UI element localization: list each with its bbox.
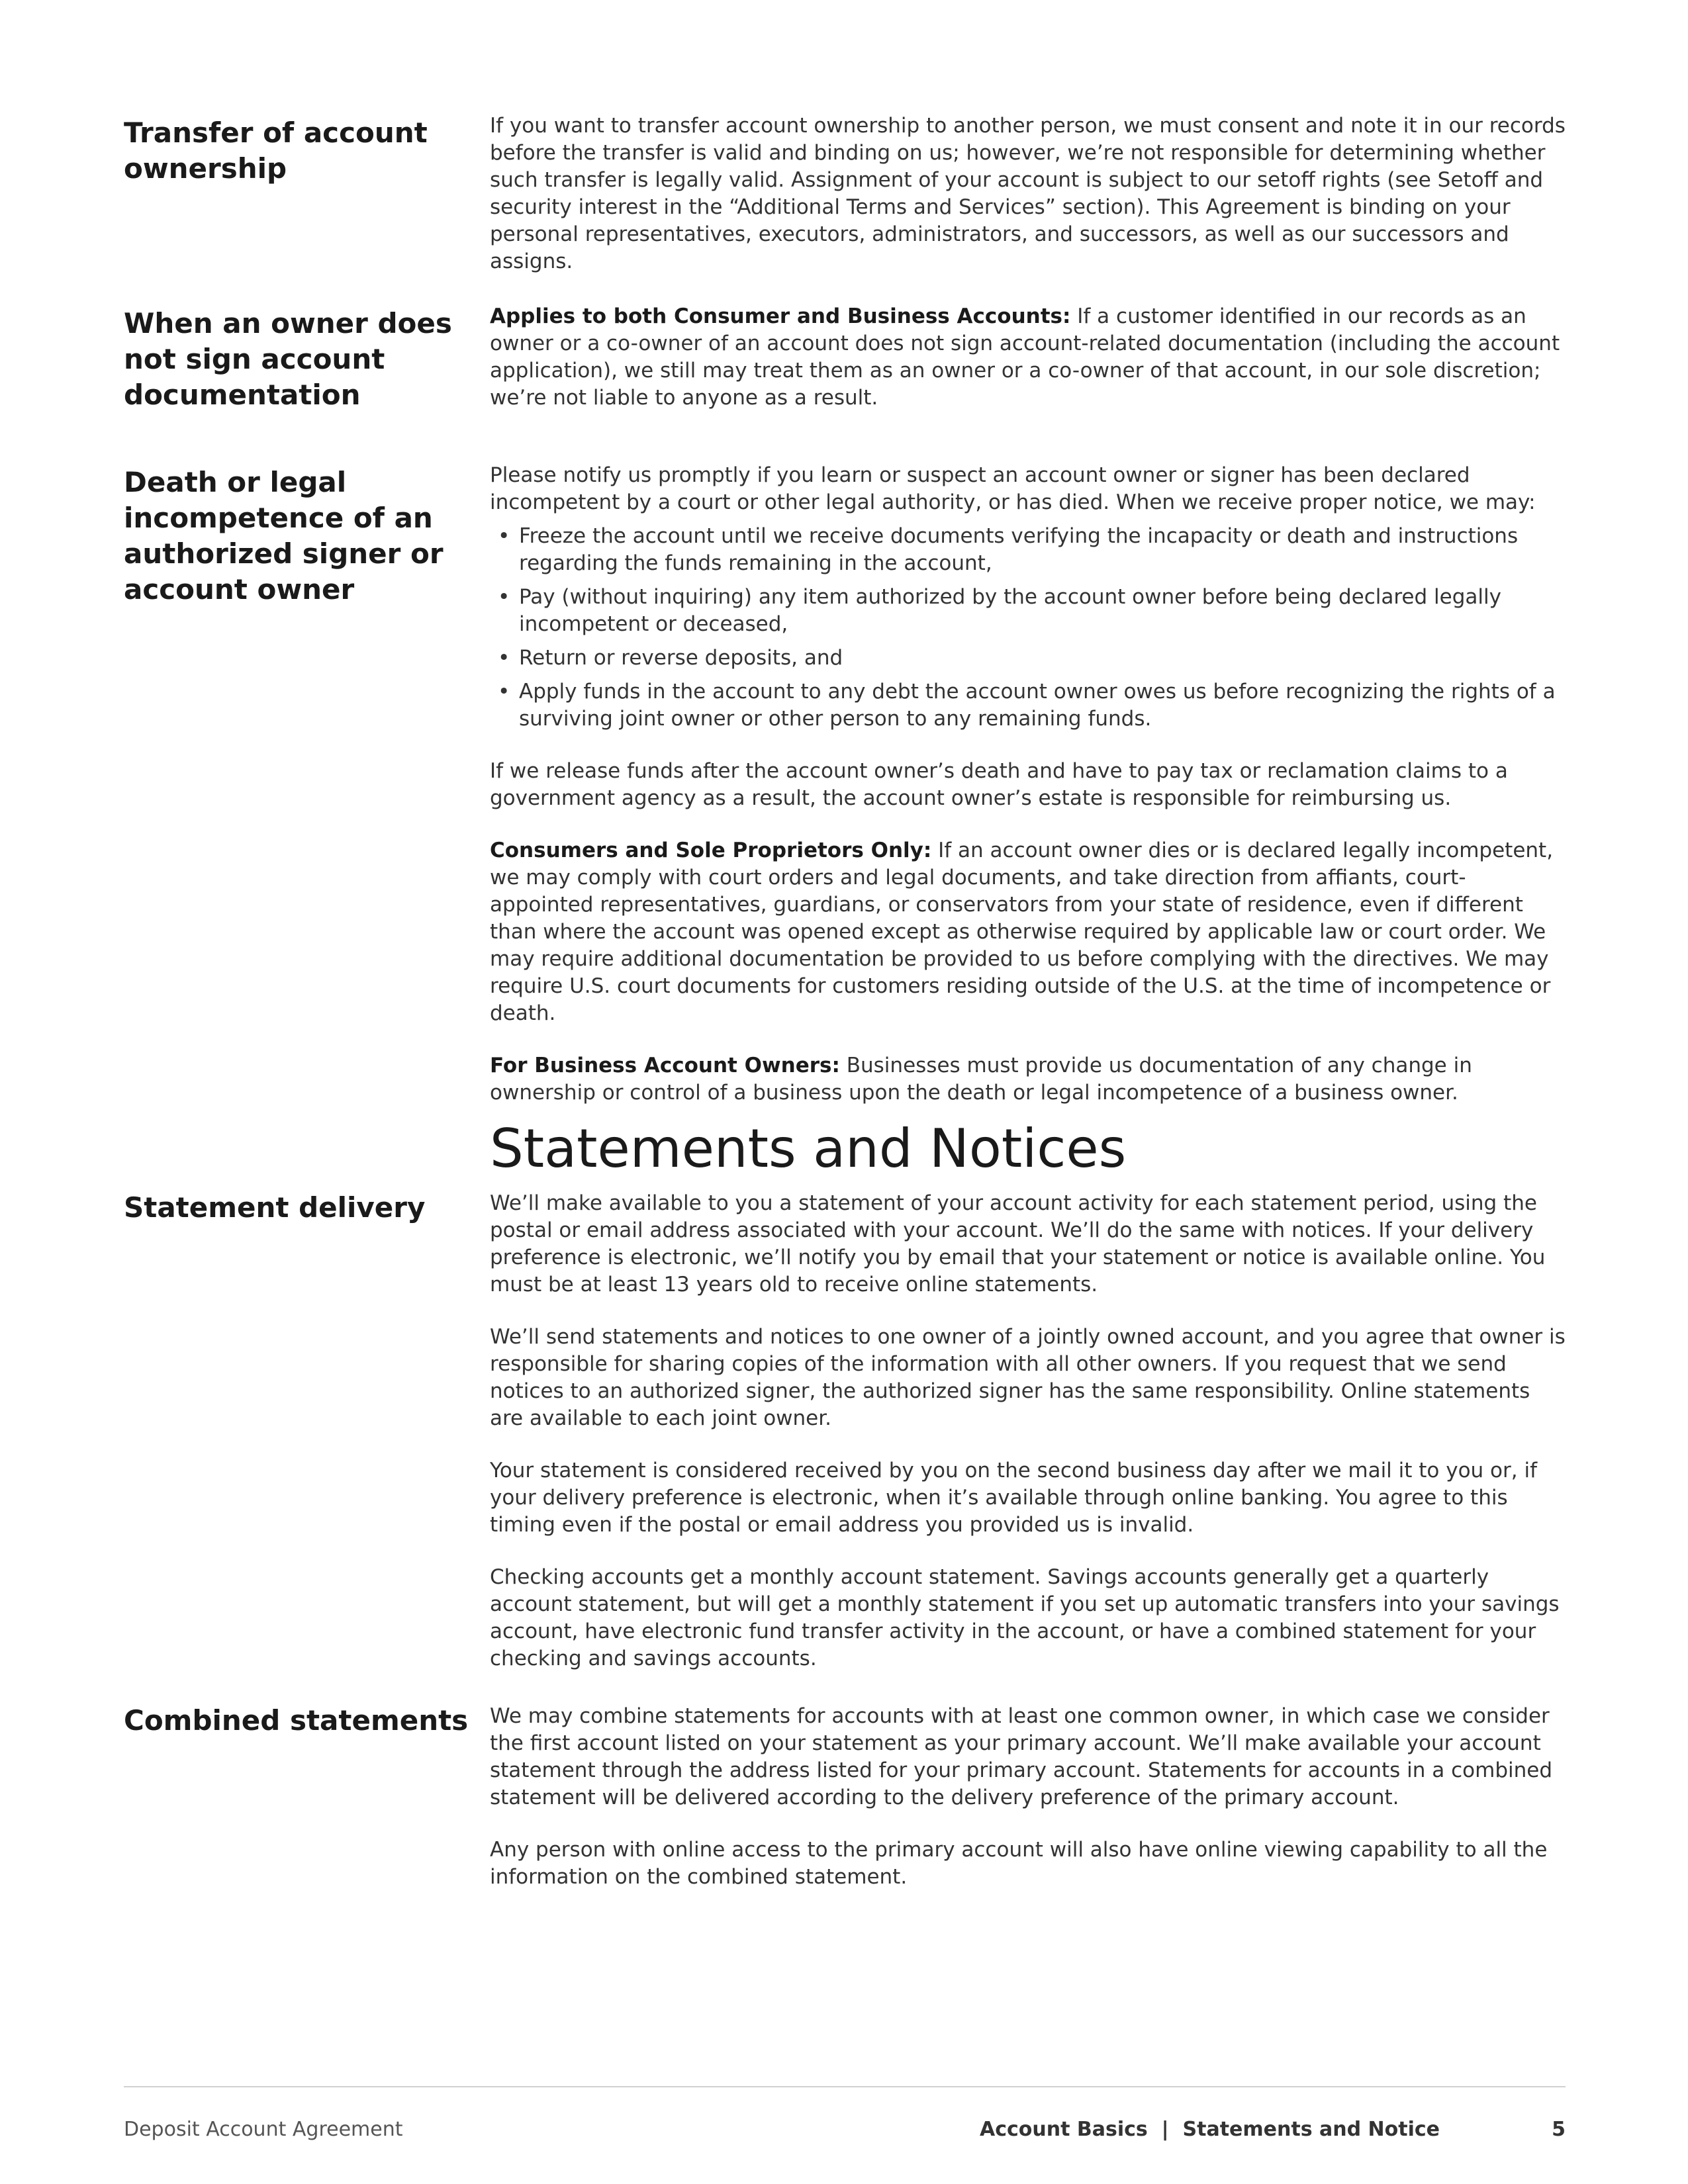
bullet-list xyxy=(490,523,1566,733)
paragraph: We’ll make available to you a statement of your account activity for each statement period, using the postal or email address associated with your account. We’ll do the same with notices. If your delivery preference is electronic, we’ll notify you by email that your statement or notice is available online. You must be at least 13 years old to receive online statements. xyxy=(490,1191,1546,1297)
list-item: • Apply funds in the account to any debt the account owner owes us before recognizing the rights of a surviving joint owner or other person to any remaining funds. xyxy=(498,680,1556,731)
section-body xyxy=(490,113,1566,303)
section-heading: Death or legal incompetence of an authorized signer or account owner xyxy=(124,466,444,606)
page-footer xyxy=(124,2086,1566,2147)
footer-section-path: Account Basics | Statements and Notice xyxy=(980,2118,1440,2141)
lead-in: Consumers and Sole Proprietors Only: xyxy=(490,839,932,862)
paragraph: If we release funds after the account owner’s death and have to pay tax or reclamation claims to a government agency as a result, the account owner’s estate is responsible for reimbursing us. xyxy=(490,759,1508,810)
section-body xyxy=(490,1703,1566,1891)
section-death-incompetence xyxy=(124,462,1566,1117)
section-transfer-ownership xyxy=(124,113,1566,303)
section-heading: When an owner does not sign account documentation xyxy=(124,307,452,411)
paragraph: Consumers and Sole Proprietors Only: If an account owner dies or is declared legally incompetent, we may comply with court orders and legal documents, and take direction from affiants, court-appointed representatives, guardians, or conservators from your state of residence, even if different than where the account was opened except as otherwise required by applicable law or court order. We may require additional documentation be provided to us before complying with the directives. We may require U.S. court documents for customers residing outside of the U.S. at the time of incompetence or death. xyxy=(490,839,1554,1025)
paragraph-text: If a customer identified in our records as an owner or a co-owner of an account does not sign account-related documentation (including the account application), we still may treat them as an owner or a co-owner of that account, in our sole discretion; we’re not liable to anyone as a result. xyxy=(490,304,1560,410)
section-body xyxy=(490,462,1566,1117)
paragraph: Please notify us promptly if you learn or suspect an account owner or signer has been declared incompetent by a court or other legal authority, or has died. When we receive proper notice, we may: xyxy=(490,463,1536,514)
paragraph: Checking accounts get a monthly account statement. Savings accounts generally get a quarterly account statement, but will get a monthly statement if you set up automatic transfers into your savings account, have electronic fund transfer activity in the account, or have a combined statement for your checking and savings accounts. xyxy=(490,1565,1560,1670)
section-heading: Combined statements xyxy=(124,1704,469,1737)
document-page xyxy=(124,113,1566,1891)
paragraph: We may combine statements for accounts with at least one common owner, in which case we consider the first account listed on your statement as your primary account. We’ll make available your account statement through the address listed for your primary account. Statements for accounts in a combined statement will be delivered according to the delivery preference of the primary account. xyxy=(490,1704,1553,1809)
footer-page-number: 5 xyxy=(1552,2118,1566,2141)
list-item: • Freeze the account until we receive documents verifying the incapacity or death and instructions regarding the funds remaining in the account, xyxy=(498,524,1519,575)
page-title: Statements and Notices xyxy=(490,1118,1127,1179)
footer-document-title: Deposit Account Agreement xyxy=(124,2118,403,2141)
paragraph: Your statement is considered received by you on the second business day after we mail it to you or, if your delivery preference is electronic, when it’s available through online banking. You agree to this timing even if the postal or email address you provided us is invalid. xyxy=(490,1459,1537,1537)
paragraph: Any person with online access to the primary account will also have online viewing capability to all the information on the combined statement. xyxy=(490,1838,1548,1889)
paragraph: For Business Account Owners: Businesses must provide us documentation of any change in ownership or control of a business upon the death or legal incompetence of a business owner. xyxy=(490,1054,1472,1105)
paragraph: If you want to transfer account ownership to another person, we must consent and note it in our records before the transfer is valid and binding on us; however, we’re not responsible for determining whether such transfer is legally valid. Assignment of your account is subject to our setoff rights (see Setoff and security interest in the “Additional Terms and Services” section). This Agreement is binding on your personal representatives, executors, administrators, and successors, as well as our successors and assigns. xyxy=(490,114,1566,273)
list-item: • Pay (without inquiring) any item authorized by the account owner before being declared legally incompetent or deceased, xyxy=(498,585,1501,636)
section-heading: Transfer of account ownership xyxy=(124,116,428,185)
section-combined-statements xyxy=(124,1703,1566,1891)
lead-in: For Business Account Owners: xyxy=(490,1054,840,1077)
list-item: • Return or reverse deposits, and xyxy=(498,646,843,670)
section-body xyxy=(490,1190,1566,1703)
paragraph: We’ll send statements and notices to one owner of a jointly owned account, and you agree that owner is responsible for sharing copies of the information with all other owners. If you request that we send notices to an authorized signer, the authorized signer has the same responsibility. Online statements are available to each joint owner. xyxy=(490,1325,1566,1430)
section-statement-delivery xyxy=(124,1190,1566,1703)
lead-in: Applies to both Consumer and Business Accounts: xyxy=(490,304,1071,328)
section-heading: Statement delivery xyxy=(124,1191,426,1224)
section-owner-not-sign xyxy=(124,303,1566,462)
section-body xyxy=(490,303,1566,462)
paragraph xyxy=(490,303,1566,412)
